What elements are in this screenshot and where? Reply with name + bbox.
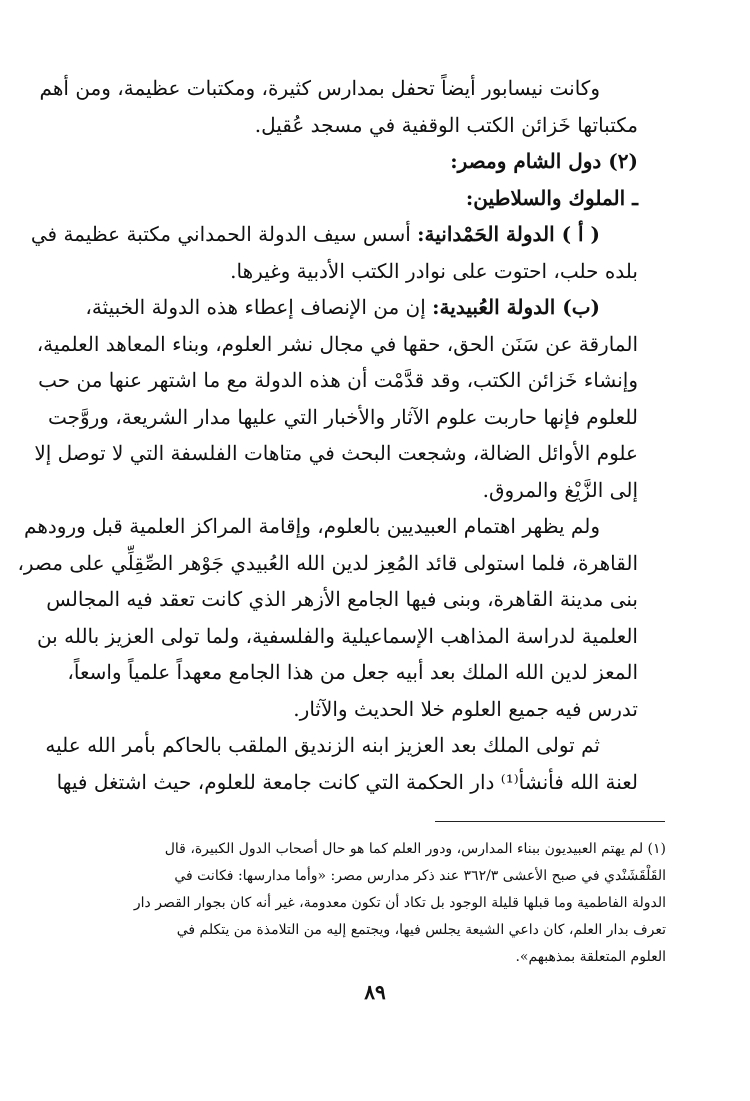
text-line: بنى مدينة القاهرة، وبنى فيها الجامع الأزهر الذي كانت تعقد فيه المجالس xyxy=(46,587,638,611)
text-line: وإنشاء خَزائن الكتب، وقد قدَّمْت أن هذه الدولة مع ما اشتهر عنها من حب xyxy=(38,368,638,392)
text-line: ثم تولى الملك بعد العزيز ابنه الزنديق الملقب بالحاكم بأمر الله عليه xyxy=(45,733,600,757)
footnote-line: العلوم المتعلقة بمذهبهم». xyxy=(515,949,666,965)
text-line: المعز لدين الله الملك بعد أبيه جعل من هذا الجامع معهداً علمياً واسعاً، xyxy=(67,660,638,684)
text-line xyxy=(85,289,638,326)
subsection-heading: ـ الملوك والسلاطين: xyxy=(465,185,638,210)
main-text xyxy=(17,70,638,800)
text-line: وكانت نيسابور أيضاً تحفل بمدارس كثيرة، ومكتبات عظيمة، ومن أهم xyxy=(39,76,600,100)
footnote-divider xyxy=(435,821,665,822)
text-line: بلده حلب، احتوت على نوادر الكتب الأدبية وغيرها. xyxy=(230,258,638,283)
text-line: مكتباتها خَزائن الكتب الوقفية في مسجد عُقيل. xyxy=(254,112,638,137)
footnote-line: الدولة الفاطمية وما قبلها قليلة الوجود بل تكاد أن تكون معدومة، غير أنه كان بجوار القصر دار xyxy=(133,895,666,911)
text-line: العلمية لدراسة المذاهب الإسماعيلية والفلسفية، ولما تولى العزيز بالله بن xyxy=(36,623,638,648)
text-line: علوم الأوائل الضالة، وشجعت البحث في متاهات الفلسفة التي لا توصل إلا xyxy=(34,441,638,465)
text-line: المارقة عن سَنَن الحق، حقها في مجال نشر العلوم، وبناء المعاهد العلمية، xyxy=(36,331,638,356)
text-line xyxy=(30,216,638,253)
section-heading: (٢) دول الشام ومصر: xyxy=(450,149,638,173)
text-line: للعلوم فإنها حاربت علوم الآثار والأخبار التي عليها مدار الشريعة، وروَّجت xyxy=(47,404,638,429)
text-line: القاهرة، فلما استولى قائد المُعِز لدين الله العُبيدي جَوْهر الصِّقِلِّي على مصر، xyxy=(17,550,638,575)
text-line: إلى الزَّيْغ والمروق. xyxy=(482,477,638,502)
item-text: إن من الإنصاف إعطاء هذه الدولة الخبيثة، xyxy=(85,295,433,319)
footnotes xyxy=(104,836,666,971)
footnote-line: القَلْقَشَنْدي في صبح الأعشى ٣٦٢/٣ عند ذكر مدارس مصر: «وأما مدارسها: فكانت في xyxy=(174,868,666,884)
page-number: ٨٩ xyxy=(364,980,386,1004)
item-text: أسس سيف الدولة الحمداني مكتبة عظيمة في xyxy=(30,222,418,246)
text-line: ولم يظهر اهتمام العبيديين بالعلوم، وإقامة المراكز العلمية قبل ورودهم xyxy=(24,514,600,538)
footnote-line: (١) لم يهتم العبيديون ببناء المدارس، ودور العلم كما هو حال أصحاب الدول الكبيرة، قال xyxy=(164,841,666,857)
item-label: (ب) الدولة العُبيدية: xyxy=(432,295,600,319)
footnote-line: تعرف بدار العلم، كان داعي الشيعة يجلس فيها، ويجتمع إليه من التلامذة من يتكلم في xyxy=(176,922,666,938)
text-line: تدرس فيه جميع العلوم خلا الحديث والآثار. xyxy=(293,696,638,721)
text-line: لعنة الله فأنشأ⁽¹⁾ دار الحكمة التي كانت جامعة للعلوم، حيث اشتغل فيها xyxy=(56,769,638,794)
item-label: ( أ ) الدولة الحَمْدانية: xyxy=(417,222,600,246)
